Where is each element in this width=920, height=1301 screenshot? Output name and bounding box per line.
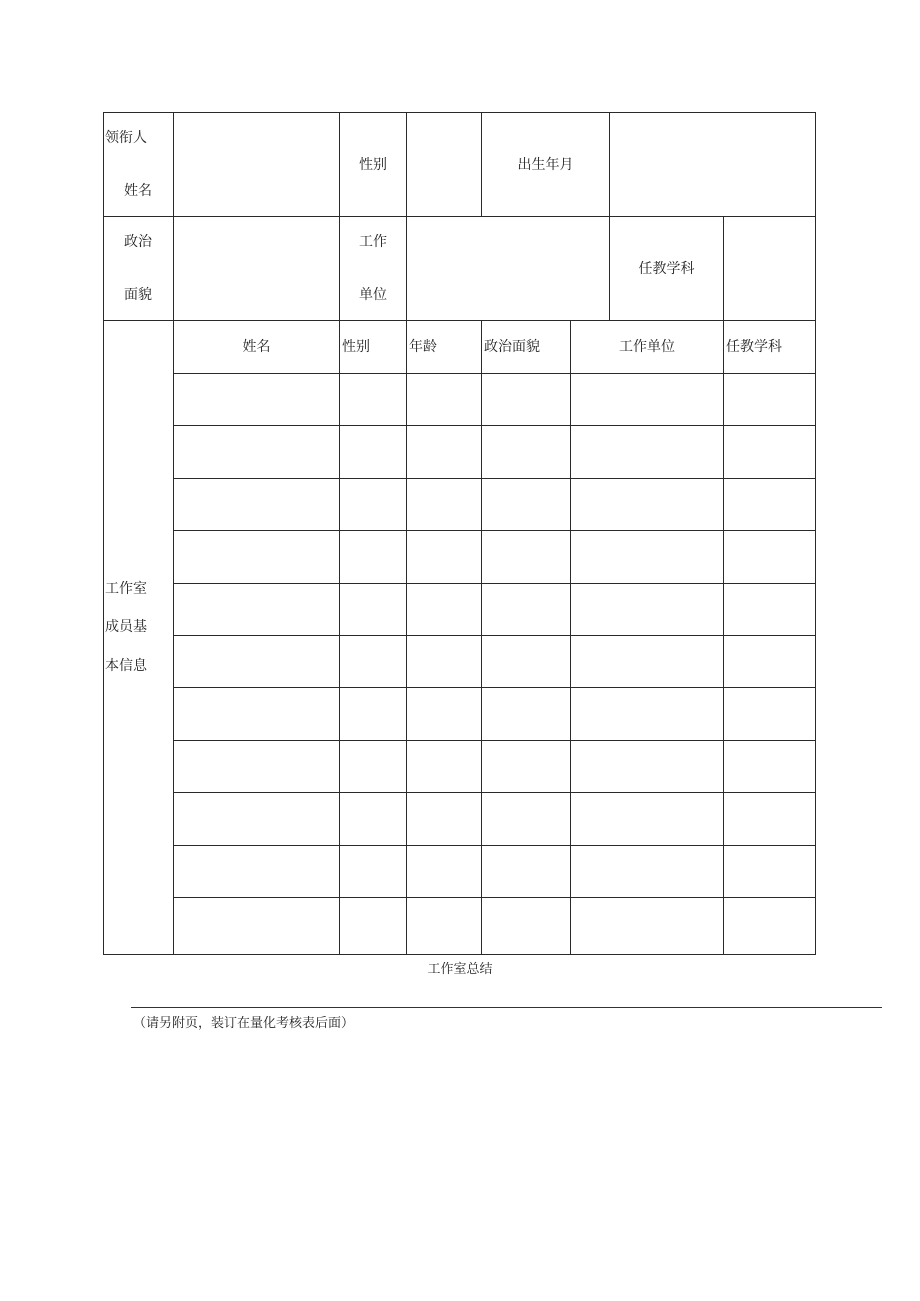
members-header-subject <box>723 320 816 374</box>
member-row-5-workplace-cell[interactable] <box>570 583 724 636</box>
members-header-political <box>481 320 571 374</box>
members-header-name-label: 姓名 <box>242 339 271 355</box>
member-row-1-subject-cell[interactable] <box>723 373 816 426</box>
leader-political-value-cell[interactable] <box>173 216 340 321</box>
leader-workplace-label-cell <box>339 216 407 321</box>
member-row-2-age-cell[interactable] <box>406 425 482 479</box>
leader-workplace-value-cell[interactable] <box>406 216 610 321</box>
member-row-3-subject-cell[interactable] <box>723 478 816 531</box>
member-row-4-gender-cell[interactable] <box>339 530 407 584</box>
member-row-4-workplace-cell[interactable] <box>570 530 724 584</box>
member-row-9-political-cell[interactable] <box>481 792 571 846</box>
member-row-2-political-cell[interactable] <box>481 425 571 479</box>
member-row-7-political-cell[interactable] <box>481 687 571 741</box>
member-row-1-workplace-cell[interactable] <box>570 373 724 426</box>
member-row-8-subject-cell[interactable] <box>723 740 816 793</box>
summary-title: 工作室总结 <box>427 962 493 977</box>
member-row-1-political-cell[interactable] <box>481 373 571 426</box>
member-row-10-name-cell[interactable] <box>173 845 340 898</box>
member-row-2-gender-cell[interactable] <box>339 425 407 479</box>
member-row-9-age-cell[interactable] <box>406 792 482 846</box>
member-row-3-name-cell[interactable] <box>173 478 340 531</box>
member-row-1-gender-cell[interactable] <box>339 373 407 426</box>
member-row-1-name-cell[interactable] <box>173 373 340 426</box>
members-header-workplace <box>570 320 724 374</box>
leader-name-label-cell <box>103 112 174 217</box>
member-row-9-gender-cell[interactable] <box>339 792 407 846</box>
members-header-gender <box>339 320 407 374</box>
member-row-3-age-cell[interactable] <box>406 478 482 531</box>
leader-name-label-line1: 领衔人 <box>105 130 147 146</box>
members-header-subject-label: 任教学科 <box>726 339 782 355</box>
member-row-8-name-cell[interactable] <box>173 740 340 793</box>
members-side-label-cell <box>103 320 174 955</box>
member-row-3-political-cell[interactable] <box>481 478 571 531</box>
member-row-5-political-cell[interactable] <box>481 583 571 636</box>
member-row-4-political-cell[interactable] <box>481 530 571 584</box>
member-row-8-political-cell[interactable] <box>481 740 571 793</box>
leader-birth-value-cell[interactable] <box>609 112 816 217</box>
note-divider <box>131 1007 882 1008</box>
leader-gender-label-cell <box>339 112 407 217</box>
leader-gender-label: 性别 <box>359 156 387 173</box>
member-row-2-name-cell[interactable] <box>173 425 340 479</box>
member-row-9-workplace-cell[interactable] <box>570 792 724 846</box>
member-row-7-gender-cell[interactable] <box>339 687 407 741</box>
members-side-label-line3: 本信息 <box>105 658 147 674</box>
attachment-note: （请另附页，装订在量化考核表后面） <box>133 1016 355 1031</box>
member-row-4-subject-cell[interactable] <box>723 530 816 584</box>
member-row-10-gender-cell[interactable] <box>339 845 407 898</box>
member-row-11-age-cell[interactable] <box>406 897 482 955</box>
leader-workplace-label-line1: 工作 <box>359 234 387 250</box>
member-row-10-age-cell[interactable] <box>406 845 482 898</box>
member-row-9-name-cell[interactable] <box>173 792 340 846</box>
member-row-6-age-cell[interactable] <box>406 635 482 688</box>
leader-birth-label-cell <box>481 112 610 217</box>
member-row-5-gender-cell[interactable] <box>339 583 407 636</box>
members-header-age <box>406 320 482 374</box>
member-row-5-subject-cell[interactable] <box>723 583 816 636</box>
leader-birth-label: 出生年月 <box>517 156 574 173</box>
member-row-3-workplace-cell[interactable] <box>570 478 724 531</box>
member-row-11-subject-cell[interactable] <box>723 897 816 955</box>
member-row-5-name-cell[interactable] <box>173 583 340 636</box>
application-form-table <box>103 112 816 955</box>
member-row-6-political-cell[interactable] <box>481 635 571 688</box>
leader-name-label-line2: 姓名 <box>124 183 152 199</box>
member-row-4-name-cell[interactable] <box>173 530 340 584</box>
member-row-9-subject-cell[interactable] <box>723 792 816 846</box>
member-row-7-age-cell[interactable] <box>406 687 482 741</box>
member-row-6-workplace-cell[interactable] <box>570 635 724 688</box>
member-row-7-subject-cell[interactable] <box>723 687 816 741</box>
member-row-11-gender-cell[interactable] <box>339 897 407 955</box>
member-row-6-subject-cell[interactable] <box>723 635 816 688</box>
members-header-political-label: 政治面貌 <box>484 339 540 355</box>
leader-gender-value-cell[interactable] <box>406 112 482 217</box>
leader-political-label-line1: 政治 <box>124 234 152 250</box>
members-header-age-label: 年龄 <box>409 339 437 355</box>
member-row-10-subject-cell[interactable] <box>723 845 816 898</box>
leader-workplace-label-line2: 单位 <box>359 287 387 303</box>
members-header-workplace-label: 工作单位 <box>619 339 675 355</box>
member-row-5-age-cell[interactable] <box>406 583 482 636</box>
member-row-7-name-cell[interactable] <box>173 687 340 741</box>
member-row-7-workplace-cell[interactable] <box>570 687 724 741</box>
members-side-label-line1: 工作室 <box>105 581 147 597</box>
members-header-name <box>173 320 340 374</box>
member-row-10-workplace-cell[interactable] <box>570 845 724 898</box>
member-row-11-workplace-cell[interactable] <box>570 897 724 955</box>
member-row-8-gender-cell[interactable] <box>339 740 407 793</box>
member-row-11-political-cell[interactable] <box>481 897 571 955</box>
leader-subject-label-cell <box>609 216 724 321</box>
member-row-2-workplace-cell[interactable] <box>570 425 724 479</box>
member-row-11-name-cell[interactable] <box>173 897 340 955</box>
leader-political-label-line2: 面貌 <box>124 287 152 303</box>
leader-political-label-cell <box>103 216 174 321</box>
member-row-3-gender-cell[interactable] <box>339 478 407 531</box>
member-row-8-workplace-cell[interactable] <box>570 740 724 793</box>
member-row-6-gender-cell[interactable] <box>339 635 407 688</box>
member-row-6-name-cell[interactable] <box>173 635 340 688</box>
leader-subject-value-cell[interactable] <box>723 216 816 321</box>
member-row-1-age-cell[interactable] <box>406 373 482 426</box>
member-row-2-subject-cell[interactable] <box>723 425 816 479</box>
members-header-gender-label: 性别 <box>342 339 370 355</box>
member-row-8-age-cell[interactable] <box>406 740 482 793</box>
member-row-4-age-cell[interactable] <box>406 530 482 584</box>
leader-name-value-cell[interactable] <box>173 112 340 217</box>
members-side-label-line2: 成员基 <box>105 619 147 635</box>
leader-subject-label: 任教学科 <box>638 260 695 277</box>
member-row-10-political-cell[interactable] <box>481 845 571 898</box>
